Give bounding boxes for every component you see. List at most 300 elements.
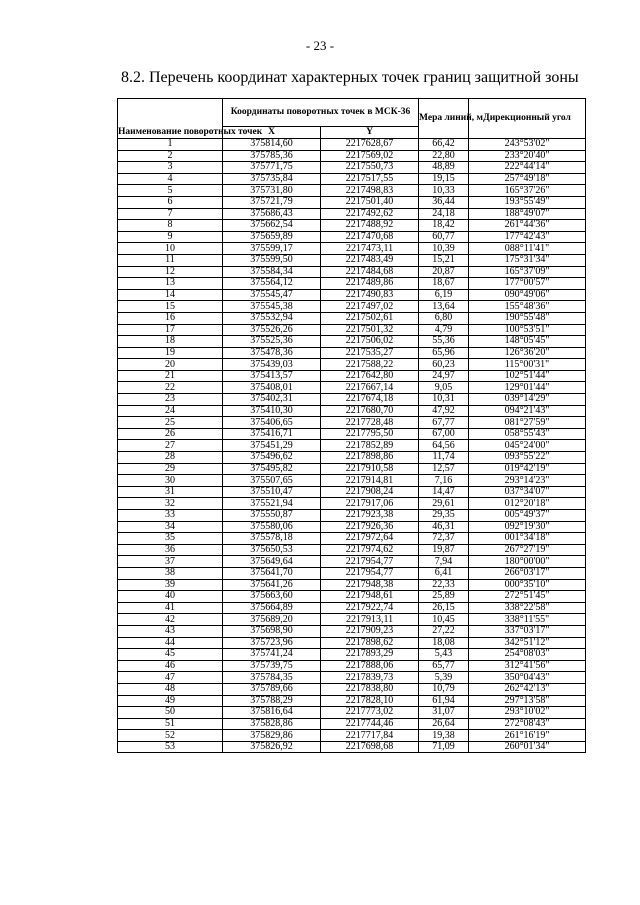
point-number-cell: 23	[118, 394, 223, 406]
point-number-cell: 18	[118, 336, 223, 348]
point-number-cell: 10	[118, 243, 223, 255]
x-coordinate-cell: 375578,18	[223, 533, 321, 545]
line-length-cell: 18,08	[419, 637, 469, 649]
table-row	[118, 591, 586, 603]
point-number-cell: 33	[118, 510, 223, 522]
line-length-cell: 66,42	[419, 139, 469, 151]
x-coordinate-cell: 375545,47	[223, 289, 321, 301]
table-row	[118, 730, 586, 742]
table-row	[118, 637, 586, 649]
point-number-cell: 27	[118, 440, 223, 452]
page-number: - 23 -	[305, 38, 335, 53]
header-direction-angle: Дирекционный угол	[469, 99, 586, 139]
line-length-cell: 61,94	[419, 695, 469, 707]
table-row	[118, 301, 586, 313]
direction-angle-cell: 045°24'00"	[469, 440, 586, 452]
point-number-cell: 53	[118, 741, 223, 753]
x-coordinate-cell: 375686,43	[223, 208, 321, 220]
point-number-cell: 37	[118, 556, 223, 568]
table-row	[118, 544, 586, 556]
line-length-cell: 20,87	[419, 266, 469, 278]
direction-angle-cell: 100°53'51"	[469, 324, 586, 336]
line-length-cell: 27,22	[419, 625, 469, 637]
line-length-cell: 7,94	[419, 556, 469, 568]
point-number-cell: 7	[118, 208, 223, 220]
table-row	[118, 185, 586, 197]
table-row	[118, 139, 586, 151]
x-coordinate-cell: 375510,47	[223, 486, 321, 498]
direction-angle-cell: 180°00'00"	[469, 556, 586, 568]
y-coordinate-cell: 2217917,06	[321, 498, 419, 510]
table-row	[118, 440, 586, 452]
direction-angle-cell: 193°55'49"	[469, 196, 586, 208]
table-row	[118, 718, 586, 730]
y-coordinate-cell: 2217773,02	[321, 707, 419, 719]
table-row	[118, 324, 586, 336]
direction-angle-cell: 254°08'03"	[469, 649, 586, 661]
table-row	[118, 510, 586, 522]
line-length-cell: 65,77	[419, 660, 469, 672]
y-coordinate-cell: 2217744,46	[321, 718, 419, 730]
x-coordinate-cell: 375735,84	[223, 173, 321, 185]
x-coordinate-cell: 375416,71	[223, 428, 321, 440]
y-coordinate-cell: 2217517,55	[321, 173, 419, 185]
direction-angle-cell: 272°51'45"	[469, 591, 586, 603]
y-coordinate-cell: 2217948,38	[321, 579, 419, 591]
line-length-cell: 10,39	[419, 243, 469, 255]
point-number-cell: 51	[118, 718, 223, 730]
point-number-cell: 45	[118, 649, 223, 661]
y-coordinate-cell: 2217642,80	[321, 370, 419, 382]
x-coordinate-cell: 375816,64	[223, 707, 321, 719]
point-number-cell: 6	[118, 196, 223, 208]
line-length-cell: 67,77	[419, 417, 469, 429]
x-coordinate-cell: 375659,89	[223, 231, 321, 243]
x-coordinate-cell: 375731,80	[223, 185, 321, 197]
table-row	[118, 173, 586, 185]
table-row	[118, 162, 586, 174]
header-x: X	[223, 127, 321, 139]
direction-angle-cell: 094°21'43"	[469, 405, 586, 417]
table-body	[118, 139, 586, 753]
line-length-cell: 5,43	[419, 649, 469, 661]
direction-angle-cell: 175°31'34"	[469, 254, 586, 266]
direction-angle-cell: 350°04'43"	[469, 672, 586, 684]
line-length-cell: 10,45	[419, 614, 469, 626]
point-number-cell: 38	[118, 567, 223, 579]
table-row	[118, 266, 586, 278]
point-number-cell: 15	[118, 301, 223, 313]
line-length-cell: 7,16	[419, 475, 469, 487]
table-row	[118, 208, 586, 220]
direction-angle-cell: 037°34'07"	[469, 486, 586, 498]
y-coordinate-cell: 2217470,68	[321, 231, 419, 243]
y-coordinate-cell: 2217910,58	[321, 463, 419, 475]
x-coordinate-cell: 375829,86	[223, 730, 321, 742]
direction-angle-cell: 090°49'06"	[469, 289, 586, 301]
direction-angle-cell: 177°42'43"	[469, 231, 586, 243]
table-row	[118, 278, 586, 290]
table-row	[118, 289, 586, 301]
direction-angle-cell: 293°14'23"	[469, 475, 586, 487]
x-coordinate-cell: 375788,29	[223, 695, 321, 707]
y-coordinate-cell: 2217674,18	[321, 394, 419, 406]
x-coordinate-cell: 375564,12	[223, 278, 321, 290]
line-length-cell: 12,57	[419, 463, 469, 475]
point-number-cell: 44	[118, 637, 223, 649]
y-coordinate-cell: 2217488,92	[321, 220, 419, 232]
x-coordinate-cell: 375599,50	[223, 254, 321, 266]
line-length-cell: 22,80	[419, 150, 469, 162]
point-number-cell: 42	[118, 614, 223, 626]
table-row	[118, 254, 586, 266]
point-number-cell: 29	[118, 463, 223, 475]
header-line-length: Мера линий, м	[419, 99, 469, 139]
direction-angle-cell: 148°05'45"	[469, 336, 586, 348]
direction-angle-cell: 129°01'44"	[469, 382, 586, 394]
y-coordinate-cell: 2217489,86	[321, 278, 419, 290]
x-coordinate-cell: 375641,70	[223, 567, 321, 579]
direction-angle-cell: 297°13'58"	[469, 695, 586, 707]
direction-angle-cell: 262°42'13"	[469, 683, 586, 695]
direction-angle-cell: 261°44'36"	[469, 220, 586, 232]
direction-angle-cell: 243°53'02"	[469, 139, 586, 151]
direction-angle-cell: 165°37'09"	[469, 266, 586, 278]
x-coordinate-cell: 375789,66	[223, 683, 321, 695]
point-number-cell: 49	[118, 695, 223, 707]
x-coordinate-cell: 375495,82	[223, 463, 321, 475]
direction-angle-cell: 312°41'56"	[469, 660, 586, 672]
y-coordinate-cell: 2217838,80	[321, 683, 419, 695]
x-coordinate-cell: 375408,01	[223, 382, 321, 394]
x-coordinate-cell: 375650,53	[223, 544, 321, 556]
line-length-cell: 19,38	[419, 730, 469, 742]
direction-angle-cell: 012°20'18"	[469, 498, 586, 510]
table-header	[118, 99, 586, 139]
point-number-cell: 1	[118, 139, 223, 151]
direction-angle-cell: 000°35'10"	[469, 579, 586, 591]
x-coordinate-cell: 375663,60	[223, 591, 321, 603]
line-length-cell: 36,44	[419, 196, 469, 208]
point-number-cell: 46	[118, 660, 223, 672]
direction-angle-cell: 267°27'19"	[469, 544, 586, 556]
x-coordinate-cell: 375828,86	[223, 718, 321, 730]
table-row	[118, 220, 586, 232]
line-length-cell: 31,07	[419, 707, 469, 719]
x-coordinate-cell: 375741,24	[223, 649, 321, 661]
x-coordinate-cell: 375739,75	[223, 660, 321, 672]
x-coordinate-cell: 375814,60	[223, 139, 321, 151]
line-length-cell: 18,67	[419, 278, 469, 290]
line-length-cell: 11,74	[419, 452, 469, 464]
y-coordinate-cell: 2217680,70	[321, 405, 419, 417]
point-number-cell: 26	[118, 428, 223, 440]
direction-angle-cell: 338°11'55"	[469, 614, 586, 626]
direction-angle-cell: 342°51'12"	[469, 637, 586, 649]
table-row	[118, 231, 586, 243]
table-row	[118, 359, 586, 371]
point-number-cell: 36	[118, 544, 223, 556]
table-row	[118, 521, 586, 533]
y-coordinate-cell: 2217954,77	[321, 567, 419, 579]
y-coordinate-cell: 2217888,06	[321, 660, 419, 672]
line-length-cell: 10,33	[419, 185, 469, 197]
table-row	[118, 347, 586, 359]
direction-angle-cell: 293°10'02"	[469, 707, 586, 719]
direction-angle-cell: 115°00'31"	[469, 359, 586, 371]
point-number-cell: 39	[118, 579, 223, 591]
x-coordinate-cell: 375641,26	[223, 579, 321, 591]
line-length-cell: 60,23	[419, 359, 469, 371]
table-row	[118, 417, 586, 429]
table-row	[118, 463, 586, 475]
x-coordinate-cell: 375478,36	[223, 347, 321, 359]
line-length-cell: 55,36	[419, 336, 469, 348]
y-coordinate-cell: 2217501,32	[321, 324, 419, 336]
y-coordinate-cell: 2217506,02	[321, 336, 419, 348]
table-row	[118, 312, 586, 324]
line-length-cell: 64,56	[419, 440, 469, 452]
x-coordinate-cell: 375689,20	[223, 614, 321, 626]
point-number-cell: 4	[118, 173, 223, 185]
y-coordinate-cell: 2217852,89	[321, 440, 419, 452]
line-length-cell: 65,96	[419, 347, 469, 359]
x-coordinate-cell: 375664,89	[223, 602, 321, 614]
direction-angle-cell: 039°14'29"	[469, 394, 586, 406]
point-number-cell: 20	[118, 359, 223, 371]
line-length-cell: 6,19	[419, 289, 469, 301]
direction-angle-cell: 266°03'17"	[469, 567, 586, 579]
x-coordinate-cell: 375532,94	[223, 312, 321, 324]
table-row	[118, 428, 586, 440]
table-row	[118, 602, 586, 614]
line-length-cell: 6,80	[419, 312, 469, 324]
direction-angle-cell: 092°19'30"	[469, 521, 586, 533]
y-coordinate-cell: 2217490,83	[321, 289, 419, 301]
line-length-cell: 67,00	[419, 428, 469, 440]
point-number-cell: 17	[118, 324, 223, 336]
point-number-cell: 19	[118, 347, 223, 359]
x-coordinate-cell: 375526,26	[223, 324, 321, 336]
point-number-cell: 50	[118, 707, 223, 719]
direction-angle-cell: 337°03'17"	[469, 625, 586, 637]
y-coordinate-cell: 2217498,83	[321, 185, 419, 197]
x-coordinate-cell: 375406,65	[223, 417, 321, 429]
y-coordinate-cell: 2217492,62	[321, 208, 419, 220]
y-coordinate-cell: 2217569,02	[321, 150, 419, 162]
table-row	[118, 533, 586, 545]
y-coordinate-cell: 2217628,67	[321, 139, 419, 151]
point-number-cell: 3	[118, 162, 223, 174]
point-number-cell: 34	[118, 521, 223, 533]
y-coordinate-cell: 2217588,22	[321, 359, 419, 371]
point-number-cell: 31	[118, 486, 223, 498]
table-row	[118, 394, 586, 406]
line-length-cell: 25,89	[419, 591, 469, 603]
direction-angle-cell: 260°01'34"	[469, 741, 586, 753]
y-coordinate-cell: 2217893,29	[321, 649, 419, 661]
line-length-cell: 24,18	[419, 208, 469, 220]
line-length-cell: 29,35	[419, 510, 469, 522]
table-row	[118, 486, 586, 498]
line-length-cell: 46,31	[419, 521, 469, 533]
line-length-cell: 5,39	[419, 672, 469, 684]
y-coordinate-cell: 2217909,23	[321, 625, 419, 637]
table-row	[118, 452, 586, 464]
point-number-cell: 5	[118, 185, 223, 197]
direction-angle-cell: 058°55'43"	[469, 428, 586, 440]
direction-angle-cell: 190°55'48"	[469, 312, 586, 324]
point-number-cell: 32	[118, 498, 223, 510]
point-number-cell: 13	[118, 278, 223, 290]
line-length-cell: 9,05	[419, 382, 469, 394]
table-row	[118, 741, 586, 753]
table-row	[118, 695, 586, 707]
y-coordinate-cell: 2217972,64	[321, 533, 419, 545]
direction-angle-cell: 093°55'22"	[469, 452, 586, 464]
y-coordinate-cell: 2217473,11	[321, 243, 419, 255]
x-coordinate-cell: 375584,34	[223, 266, 321, 278]
x-coordinate-cell: 375721,79	[223, 196, 321, 208]
table-row	[118, 660, 586, 672]
direction-angle-cell: 005°49'37"	[469, 510, 586, 522]
y-coordinate-cell: 2217502,61	[321, 312, 419, 324]
x-coordinate-cell: 375771,75	[223, 162, 321, 174]
section-title: 8.2. Перечень координат характерных точек границ защитной зоны	[121, 69, 579, 86]
point-number-cell: 12	[118, 266, 223, 278]
direction-angle-cell: 019°42'19"	[469, 463, 586, 475]
point-number-cell: 2	[118, 150, 223, 162]
y-coordinate-cell: 2217898,62	[321, 637, 419, 649]
line-length-cell: 29,61	[419, 498, 469, 510]
table-row	[118, 672, 586, 684]
x-coordinate-cell: 375662,54	[223, 220, 321, 232]
line-length-cell: 15,21	[419, 254, 469, 266]
line-length-cell: 71,09	[419, 741, 469, 753]
x-coordinate-cell: 375439,03	[223, 359, 321, 371]
line-length-cell: 26,64	[419, 718, 469, 730]
x-coordinate-cell: 375496,62	[223, 452, 321, 464]
y-coordinate-cell: 2217828,10	[321, 695, 419, 707]
header-point-name: Наименование поворотных точек	[118, 99, 223, 139]
direction-angle-cell: 261°16'19"	[469, 730, 586, 742]
y-coordinate-cell: 2217948,61	[321, 591, 419, 603]
y-coordinate-cell: 2217926,36	[321, 521, 419, 533]
point-number-cell: 40	[118, 591, 223, 603]
y-coordinate-cell: 2217717,84	[321, 730, 419, 742]
table-row	[118, 625, 586, 637]
point-number-cell: 48	[118, 683, 223, 695]
y-coordinate-cell: 2217667,14	[321, 382, 419, 394]
line-length-cell: 6,41	[419, 567, 469, 579]
point-number-cell: 9	[118, 231, 223, 243]
point-number-cell: 28	[118, 452, 223, 464]
direction-angle-cell: 001°34'18"	[469, 533, 586, 545]
line-length-cell: 19,87	[419, 544, 469, 556]
x-coordinate-cell: 375507,65	[223, 475, 321, 487]
y-coordinate-cell: 2217954,77	[321, 556, 419, 568]
line-length-cell: 19,15	[419, 173, 469, 185]
y-coordinate-cell: 2217898,86	[321, 452, 419, 464]
y-coordinate-cell: 2217484,68	[321, 266, 419, 278]
x-coordinate-cell: 375723,96	[223, 637, 321, 649]
line-length-cell: 4,79	[419, 324, 469, 336]
point-number-cell: 35	[118, 533, 223, 545]
y-coordinate-cell: 2217483,49	[321, 254, 419, 266]
y-coordinate-cell: 2217698,68	[321, 741, 419, 753]
point-number-cell: 16	[118, 312, 223, 324]
direction-angle-cell: 233°20'40"	[469, 150, 586, 162]
point-number-cell: 30	[118, 475, 223, 487]
line-length-cell: 24,97	[419, 370, 469, 382]
header-coordinates-group: Координаты поворотных точек в МСК-36	[223, 99, 419, 127]
direction-angle-cell: 081°27'59"	[469, 417, 586, 429]
direction-angle-cell: 338°22'58"	[469, 602, 586, 614]
line-length-cell: 18,42	[419, 220, 469, 232]
y-coordinate-cell: 2217497,02	[321, 301, 419, 313]
direction-angle-cell: 188°49'07"	[469, 208, 586, 220]
coordinates-table	[117, 98, 586, 753]
header-y: Y	[321, 127, 419, 139]
table-row	[118, 567, 586, 579]
line-length-cell: 48,89	[419, 162, 469, 174]
direction-angle-cell: 126°36'20"	[469, 347, 586, 359]
y-coordinate-cell: 2217922,74	[321, 602, 419, 614]
table-row	[118, 382, 586, 394]
direction-angle-cell: 102°51'44"	[469, 370, 586, 382]
y-coordinate-cell: 2217839,73	[321, 672, 419, 684]
x-coordinate-cell: 375784,35	[223, 672, 321, 684]
x-coordinate-cell: 375451,29	[223, 440, 321, 452]
direction-angle-cell: 257°49'18"	[469, 173, 586, 185]
point-number-cell: 41	[118, 602, 223, 614]
table-row	[118, 498, 586, 510]
y-coordinate-cell: 2217535,27	[321, 347, 419, 359]
y-coordinate-cell: 2217974,62	[321, 544, 419, 556]
x-coordinate-cell: 375698,90	[223, 625, 321, 637]
x-coordinate-cell: 375826,92	[223, 741, 321, 753]
direction-angle-cell: 165°37'26"	[469, 185, 586, 197]
x-coordinate-cell: 375525,36	[223, 336, 321, 348]
line-length-cell: 47,92	[419, 405, 469, 417]
line-length-cell: 14,47	[419, 486, 469, 498]
point-number-cell: 24	[118, 405, 223, 417]
point-number-cell: 47	[118, 672, 223, 684]
table-row	[118, 614, 586, 626]
point-number-cell: 25	[118, 417, 223, 429]
y-coordinate-cell: 2217914,81	[321, 475, 419, 487]
table-row	[118, 707, 586, 719]
y-coordinate-cell: 2217908,24	[321, 486, 419, 498]
point-number-cell: 14	[118, 289, 223, 301]
direction-angle-cell: 155°48'36"	[469, 301, 586, 313]
point-number-cell: 21	[118, 370, 223, 382]
x-coordinate-cell: 375410,30	[223, 405, 321, 417]
table-row	[118, 556, 586, 568]
line-length-cell: 10,31	[419, 394, 469, 406]
point-number-cell: 43	[118, 625, 223, 637]
x-coordinate-cell: 375785,36	[223, 150, 321, 162]
table-row	[118, 649, 586, 661]
table-row	[118, 475, 586, 487]
line-length-cell: 22,33	[419, 579, 469, 591]
table-row	[118, 150, 586, 162]
point-number-cell: 11	[118, 254, 223, 266]
table-row	[118, 336, 586, 348]
x-coordinate-cell: 375402,31	[223, 394, 321, 406]
table-row	[118, 243, 586, 255]
y-coordinate-cell: 2217795,50	[321, 428, 419, 440]
